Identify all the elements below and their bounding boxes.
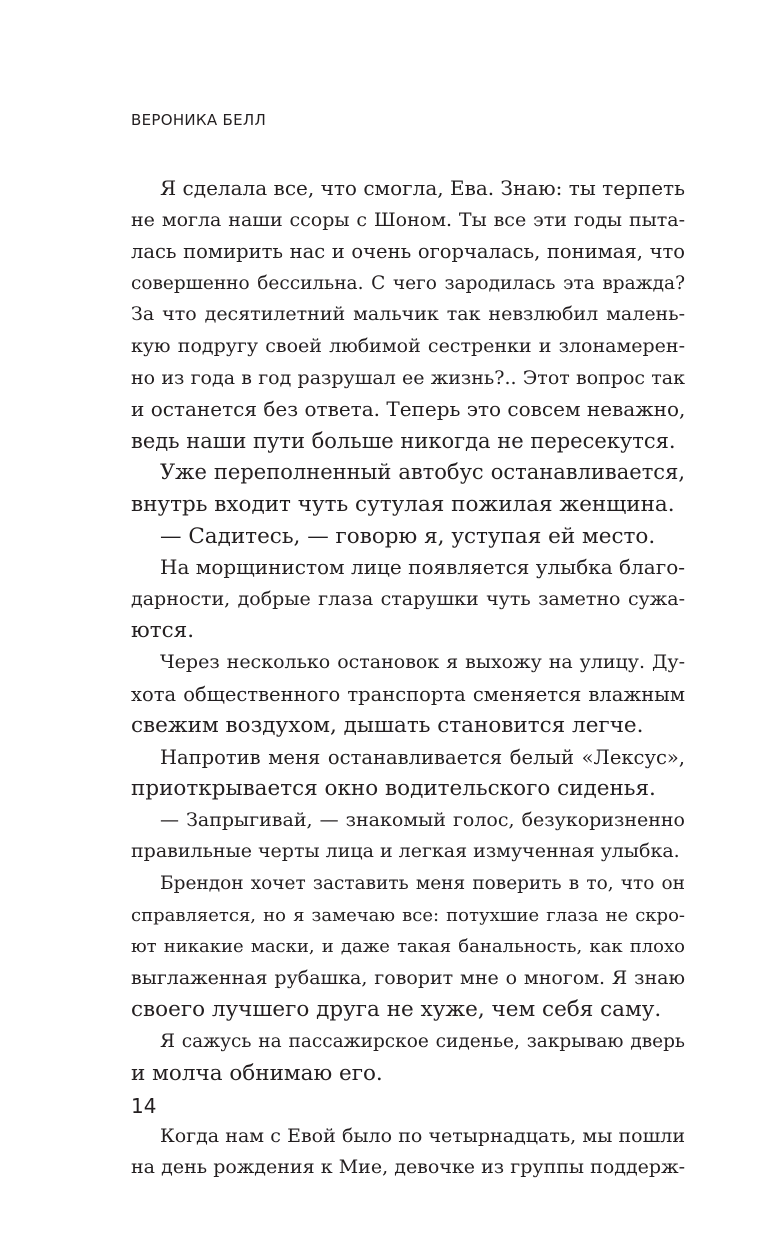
text-line: За что десятилетний мальчик так невзлюбил малень-: [131, 303, 685, 326]
text-line: хота общественного транспорта сменяется влажным: [131, 682, 685, 706]
text-line: ведь наши пути больше никогда не пересекутся.: [131, 428, 676, 453]
text-line: Брендон хочет заставить меня поверить в то, что он: [160, 873, 685, 895]
text-line: — Садитесь, — говорю я, уступая ей место.: [160, 523, 656, 549]
text-line: Я сделала все, что смогла, Ева. Знаю: ты терпеть: [160, 176, 685, 200]
text-line: и молча обнимаю его.: [131, 1060, 383, 1086]
text-line: На морщинистом лице появляется улыбка благо-: [160, 555, 685, 580]
text-line: кую подругу своей любимой сестренки и злонамерен-: [131, 334, 685, 357]
text-line: Через несколько остановок я выхожу на улицу. Ду-: [160, 650, 685, 673]
running-head-author: ВЕРОНИКА БЕЛЛ: [131, 111, 267, 129]
text-line: справляется, но я замечаю все: потухшие глаза не скро-: [131, 904, 685, 926]
section-break: [131, 1089, 685, 1121]
text-line: ются.: [131, 618, 195, 644]
text-line: приоткрывается окно водительского сиденья.: [131, 776, 656, 802]
body-text: [131, 173, 685, 1184]
text-line: своего лучшего друга не хуже, чем себя саму.: [131, 997, 662, 1023]
text-line: ют никакие маски, и даже такая банальность, как плохо: [131, 936, 685, 958]
text-line: Я сажусь на пассажирское сиденье, закрываю дверь: [160, 1031, 685, 1053]
text-line: Напротив меня останавливается белый «Лексус»,: [160, 745, 685, 769]
text-line: свежим воздухом, дышать становится легче.: [131, 713, 644, 739]
text-line: внутрь входит чуть сутулая пожилая женщина.: [131, 491, 675, 517]
text-line: Когда нам с Евой было по четырнадцать, мы пошли: [160, 1124, 685, 1147]
text-line: и останется без ответа. Теперь это совсем неважно,: [131, 397, 685, 422]
text-line: выглаженная рубашка, говорит мне о многом. Я знаю: [131, 966, 685, 989]
text-line: дарности, добрые глаза старушки чуть заметно сужа-: [131, 587, 685, 610]
text-line: лась помирить нас и очень огорчалась, понимая, что: [131, 240, 685, 264]
page-number: 14: [131, 1094, 157, 1118]
text-line: не могла наши ссоры с Шоном. Ты все эти годы пыта-: [131, 208, 685, 231]
text-line: Уже переполненный автобус останавливается,: [160, 460, 685, 485]
text-line: на день рождения к Мие, девочке из группы поддерж-: [131, 1156, 685, 1179]
text-line: совершенно бессильна. С чего зародилась эта вражда?: [131, 272, 685, 294]
text-line: — Запрыгивай, — знакомый голос, безукоризненно: [160, 808, 685, 831]
text-line: но из года в год разрушал ее жизнь?.. Этот вопрос так: [131, 366, 685, 389]
text-line: правильные черты лица и легкая измученная улыбка.: [131, 840, 680, 863]
